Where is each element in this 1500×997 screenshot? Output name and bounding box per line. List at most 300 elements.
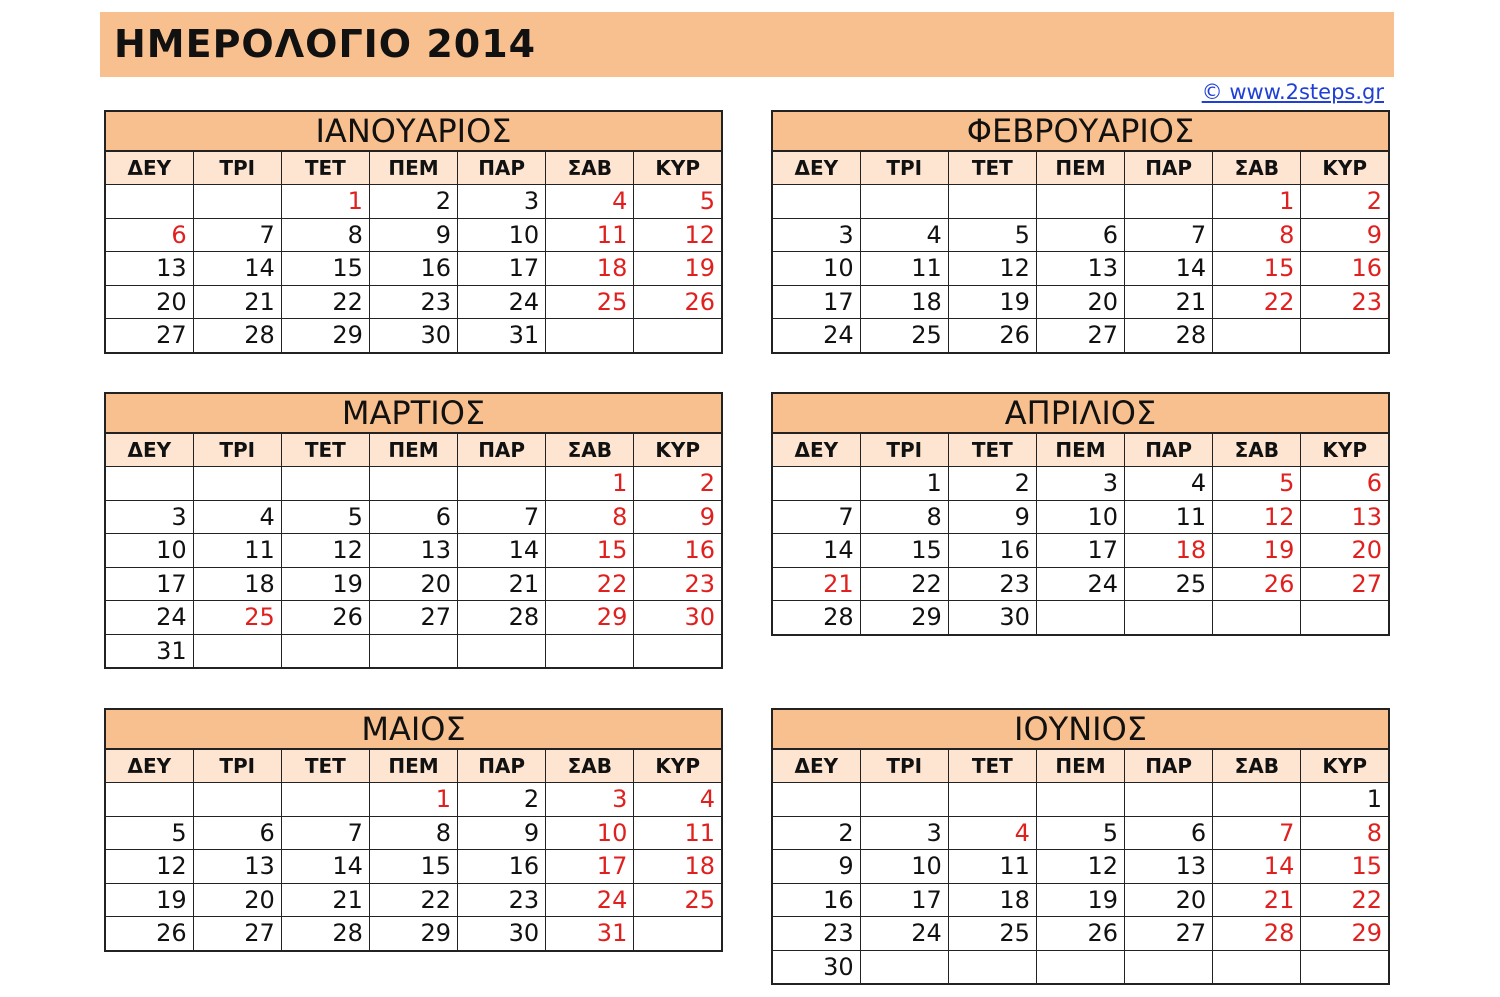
day-cell: 14 [772, 534, 860, 568]
day-cell: 1 [860, 467, 948, 501]
month-table [104, 110, 723, 354]
weekday-header: ΠΑΡ [1125, 749, 1213, 783]
day-cell: 4 [1125, 467, 1213, 501]
day-cell: 31 [458, 319, 546, 353]
week-row [772, 285, 1389, 319]
day-cell: 26 [105, 917, 193, 951]
day-cell: 2 [458, 783, 546, 817]
day-cell: 4 [634, 783, 722, 817]
day-cell: 20 [1301, 534, 1389, 568]
weekday-header: ΣΑΒ [546, 151, 634, 185]
day-cell: 1 [281, 185, 369, 219]
day-cell [1125, 950, 1213, 984]
day-cell: 15 [281, 252, 369, 286]
day-cell [1213, 783, 1301, 817]
week-row [105, 252, 722, 286]
day-cell: 19 [948, 285, 1036, 319]
weekday-header: ΤΡΙ [193, 433, 281, 467]
day-cell: 12 [634, 218, 722, 252]
weekday-header: ΔΕΥ [105, 749, 193, 783]
week-row [772, 534, 1389, 568]
day-cell: 15 [1301, 850, 1389, 884]
week-row [105, 218, 722, 252]
day-cell: 11 [948, 850, 1036, 884]
day-cell: 22 [860, 567, 948, 601]
day-cell: 16 [458, 850, 546, 884]
day-cell [546, 634, 634, 668]
weekday-header: ΠΑΡ [458, 749, 546, 783]
day-cell: 25 [546, 285, 634, 319]
day-cell: 1 [1213, 185, 1301, 219]
day-cell: 27 [193, 917, 281, 951]
day-cell: 31 [546, 917, 634, 951]
day-cell: 11 [546, 218, 634, 252]
day-cell: 27 [1036, 319, 1124, 353]
weekday-header: ΤΡΙ [860, 749, 948, 783]
day-cell: 28 [193, 319, 281, 353]
day-cell: 1 [369, 783, 457, 817]
day-cell [948, 950, 1036, 984]
day-cell: 3 [1036, 467, 1124, 501]
day-cell: 26 [1036, 917, 1124, 951]
month-table [771, 708, 1390, 985]
day-cell: 8 [281, 218, 369, 252]
day-cell: 13 [1301, 500, 1389, 534]
day-cell: 7 [1213, 816, 1301, 850]
day-cell: 26 [634, 285, 722, 319]
day-cell: 13 [369, 534, 457, 568]
day-cell: 24 [458, 285, 546, 319]
day-cell: 13 [1036, 252, 1124, 286]
weekday-header: ΠΕΜ [1036, 151, 1124, 185]
day-cell: 19 [634, 252, 722, 286]
day-cell: 22 [1301, 883, 1389, 917]
day-cell [281, 634, 369, 668]
week-row [772, 601, 1389, 635]
day-cell: 22 [281, 285, 369, 319]
weekday-header: ΤΡΙ [860, 151, 948, 185]
week-row [105, 534, 722, 568]
day-cell [458, 467, 546, 501]
day-cell: 29 [860, 601, 948, 635]
day-cell: 17 [105, 567, 193, 601]
day-cell: 7 [458, 500, 546, 534]
day-cell: 16 [369, 252, 457, 286]
day-cell: 30 [772, 950, 860, 984]
weekday-header: ΠΑΡ [458, 151, 546, 185]
day-cell [634, 917, 722, 951]
weekday-header: ΠΕΜ [369, 433, 457, 467]
day-cell: 29 [1301, 917, 1389, 951]
day-cell [948, 185, 1036, 219]
day-cell [193, 634, 281, 668]
day-cell: 8 [1213, 218, 1301, 252]
day-cell: 8 [546, 500, 634, 534]
day-cell [105, 467, 193, 501]
month-calendar-february [771, 110, 1390, 354]
day-cell: 22 [546, 567, 634, 601]
day-cell: 30 [458, 917, 546, 951]
day-cell [772, 467, 860, 501]
day-cell: 27 [1301, 567, 1389, 601]
day-cell [634, 319, 722, 353]
weekday-header: ΚΥΡ [1301, 749, 1389, 783]
day-cell: 28 [1213, 917, 1301, 951]
day-cell: 6 [369, 500, 457, 534]
day-cell [546, 319, 634, 353]
day-cell: 5 [634, 185, 722, 219]
day-cell: 28 [281, 917, 369, 951]
day-cell: 15 [860, 534, 948, 568]
week-row [105, 850, 722, 884]
weekday-header: ΣΑΒ [1213, 433, 1301, 467]
day-cell [1125, 185, 1213, 219]
day-cell: 12 [948, 252, 1036, 286]
weekday-header: ΔΕΥ [105, 433, 193, 467]
day-cell: 16 [634, 534, 722, 568]
day-cell: 9 [634, 500, 722, 534]
week-row [772, 567, 1389, 601]
day-cell: 5 [948, 218, 1036, 252]
day-cell: 6 [1301, 467, 1389, 501]
day-cell: 13 [1125, 850, 1213, 884]
week-row [105, 285, 722, 319]
day-cell: 28 [458, 601, 546, 635]
weekday-header: ΤΕΤ [948, 749, 1036, 783]
day-cell: 14 [281, 850, 369, 884]
day-cell [1301, 950, 1389, 984]
day-cell [1301, 319, 1389, 353]
week-row [105, 816, 722, 850]
day-cell: 15 [369, 850, 457, 884]
day-cell: 5 [105, 816, 193, 850]
day-cell [281, 783, 369, 817]
day-cell [369, 467, 457, 501]
week-row [105, 319, 722, 353]
day-cell: 11 [634, 816, 722, 850]
day-cell: 18 [193, 567, 281, 601]
day-cell: 3 [458, 185, 546, 219]
day-cell: 23 [948, 567, 1036, 601]
day-cell: 5 [281, 500, 369, 534]
day-cell [1213, 319, 1301, 353]
weekday-header: ΤΕΤ [281, 433, 369, 467]
day-cell: 26 [1213, 567, 1301, 601]
day-cell [105, 783, 193, 817]
day-cell: 24 [105, 601, 193, 635]
day-cell: 21 [1125, 285, 1213, 319]
day-cell: 16 [772, 883, 860, 917]
day-cell: 25 [193, 601, 281, 635]
day-cell: 7 [281, 816, 369, 850]
day-cell: 5 [1036, 816, 1124, 850]
month-table [771, 110, 1390, 354]
page-title: ΗΜΕΡΟΛΟΓΙΟ 2014 [114, 22, 537, 66]
week-row [105, 883, 722, 917]
weekday-header: ΣΑΒ [546, 433, 634, 467]
weekday-header: ΣΑΒ [1213, 749, 1301, 783]
week-row [772, 252, 1389, 286]
day-cell [193, 467, 281, 501]
day-cell: 15 [546, 534, 634, 568]
day-cell [369, 634, 457, 668]
day-cell: 25 [860, 319, 948, 353]
day-cell: 16 [948, 534, 1036, 568]
day-cell: 21 [193, 285, 281, 319]
day-cell: 10 [772, 252, 860, 286]
week-row [772, 917, 1389, 951]
day-cell: 30 [369, 319, 457, 353]
day-cell: 24 [860, 917, 948, 951]
day-cell: 19 [1036, 883, 1124, 917]
day-cell [860, 185, 948, 219]
day-cell [1036, 601, 1124, 635]
day-cell: 17 [860, 883, 948, 917]
day-cell: 3 [105, 500, 193, 534]
day-cell: 30 [948, 601, 1036, 635]
day-cell: 3 [860, 816, 948, 850]
day-cell: 6 [105, 218, 193, 252]
week-row [105, 500, 722, 534]
month-name: ΙΑΝΟΥΑΡΙΟΣ [105, 111, 722, 151]
weekday-header: ΤΕΤ [948, 151, 1036, 185]
weekday-header: ΠΑΡ [1125, 433, 1213, 467]
day-cell [281, 467, 369, 501]
title-bar [100, 12, 1394, 77]
weekday-header: ΠΕΜ [369, 749, 457, 783]
day-cell: 22 [1213, 285, 1301, 319]
day-cell [634, 634, 722, 668]
day-cell: 29 [281, 319, 369, 353]
month-calendar-april [771, 392, 1390, 636]
day-cell: 4 [546, 185, 634, 219]
weekday-header: ΣΑΒ [1213, 151, 1301, 185]
weekday-header: ΠΕΜ [1036, 433, 1124, 467]
week-row [772, 218, 1389, 252]
week-row [772, 185, 1389, 219]
day-cell: 17 [1036, 534, 1124, 568]
day-cell: 4 [193, 500, 281, 534]
day-cell: 23 [634, 567, 722, 601]
day-cell: 2 [634, 467, 722, 501]
day-cell: 4 [948, 816, 1036, 850]
week-row [105, 601, 722, 635]
day-cell: 2 [948, 467, 1036, 501]
day-cell: 25 [1125, 567, 1213, 601]
day-cell [860, 783, 948, 817]
day-cell [772, 783, 860, 817]
day-cell: 8 [369, 816, 457, 850]
day-cell: 11 [1125, 500, 1213, 534]
day-cell: 14 [193, 252, 281, 286]
weekday-header: ΤΕΤ [281, 151, 369, 185]
day-cell: 7 [1125, 218, 1213, 252]
day-cell: 19 [1213, 534, 1301, 568]
day-cell: 24 [1036, 567, 1124, 601]
day-cell: 8 [860, 500, 948, 534]
day-cell: 9 [1301, 218, 1389, 252]
weekday-header: ΤΕΤ [948, 433, 1036, 467]
day-cell: 10 [546, 816, 634, 850]
day-cell: 21 [281, 883, 369, 917]
day-cell [1125, 783, 1213, 817]
day-cell: 27 [1125, 917, 1213, 951]
day-cell: 7 [772, 500, 860, 534]
week-row [105, 634, 722, 668]
weekday-header: ΤΡΙ [860, 433, 948, 467]
day-cell: 27 [105, 319, 193, 353]
day-cell: 3 [546, 783, 634, 817]
month-calendar-may [104, 708, 723, 952]
day-cell: 23 [369, 285, 457, 319]
day-cell [1036, 950, 1124, 984]
day-cell: 24 [772, 319, 860, 353]
day-cell: 18 [860, 285, 948, 319]
day-cell: 12 [1213, 500, 1301, 534]
weekday-header: ΔΕΥ [772, 433, 860, 467]
day-cell: 9 [369, 218, 457, 252]
day-cell: 9 [772, 850, 860, 884]
day-cell: 17 [546, 850, 634, 884]
week-row [105, 185, 722, 219]
week-row [105, 783, 722, 817]
day-cell: 28 [1125, 319, 1213, 353]
day-cell: 18 [948, 883, 1036, 917]
weekday-header: ΚΥΡ [634, 749, 722, 783]
credit-link[interactable]: © www.2steps.gr [1201, 80, 1384, 104]
day-cell: 20 [1125, 883, 1213, 917]
day-cell: 13 [193, 850, 281, 884]
day-cell: 17 [772, 285, 860, 319]
weekday-header: ΤΡΙ [193, 749, 281, 783]
day-cell [1301, 601, 1389, 635]
day-cell: 14 [458, 534, 546, 568]
day-cell: 10 [860, 850, 948, 884]
day-cell: 27 [369, 601, 457, 635]
week-row [105, 467, 722, 501]
month-table [104, 392, 723, 669]
month-calendar-march [104, 392, 723, 669]
month-table [771, 392, 1390, 636]
day-cell: 11 [860, 252, 948, 286]
day-cell: 29 [369, 917, 457, 951]
month-name: ΙΟΥΝΙΟΣ [772, 709, 1389, 749]
day-cell: 29 [546, 601, 634, 635]
weekday-header: ΠΕΜ [1036, 749, 1124, 783]
day-cell: 20 [1036, 285, 1124, 319]
day-cell: 20 [105, 285, 193, 319]
month-name: ΜΑΡΤΙΟΣ [105, 393, 722, 433]
day-cell: 18 [634, 850, 722, 884]
day-cell: 26 [281, 601, 369, 635]
month-name: ΑΠΡΙΛΙΟΣ [772, 393, 1389, 433]
day-cell: 21 [772, 567, 860, 601]
weekday-header: ΠΕΜ [369, 151, 457, 185]
week-row [772, 850, 1389, 884]
day-cell: 25 [948, 917, 1036, 951]
day-cell: 19 [105, 883, 193, 917]
day-cell [105, 185, 193, 219]
day-cell: 9 [458, 816, 546, 850]
day-cell: 9 [948, 500, 1036, 534]
week-row [772, 319, 1389, 353]
day-cell: 12 [281, 534, 369, 568]
weekday-header: ΚΥΡ [634, 433, 722, 467]
day-cell: 10 [1036, 500, 1124, 534]
day-cell: 14 [1213, 850, 1301, 884]
day-cell: 20 [193, 883, 281, 917]
weekday-header: ΠΑΡ [458, 433, 546, 467]
day-cell: 1 [1301, 783, 1389, 817]
weekday-header: ΚΥΡ [634, 151, 722, 185]
week-row [105, 567, 722, 601]
week-row [772, 883, 1389, 917]
day-cell: 25 [634, 883, 722, 917]
day-cell [860, 950, 948, 984]
day-cell: 1 [546, 467, 634, 501]
day-cell: 5 [1213, 467, 1301, 501]
weekday-header: ΤΡΙ [193, 151, 281, 185]
day-cell: 6 [1125, 816, 1213, 850]
day-cell: 16 [1301, 252, 1389, 286]
day-cell: 23 [1301, 285, 1389, 319]
day-cell: 23 [458, 883, 546, 917]
day-cell: 8 [1301, 816, 1389, 850]
day-cell: 11 [193, 534, 281, 568]
day-cell: 24 [546, 883, 634, 917]
day-cell [1036, 185, 1124, 219]
day-cell: 6 [193, 816, 281, 850]
day-cell: 21 [1213, 883, 1301, 917]
weekday-header: ΠΑΡ [1125, 151, 1213, 185]
day-cell: 2 [772, 816, 860, 850]
day-cell: 18 [1125, 534, 1213, 568]
weekday-header: ΚΥΡ [1301, 433, 1389, 467]
day-cell: 30 [634, 601, 722, 635]
day-cell: 7 [193, 218, 281, 252]
weekday-header: ΔΕΥ [772, 749, 860, 783]
month-calendar-january [104, 110, 723, 354]
day-cell: 20 [369, 567, 457, 601]
week-row [772, 816, 1389, 850]
week-row [105, 917, 722, 951]
day-cell: 15 [1213, 252, 1301, 286]
day-cell: 2 [1301, 185, 1389, 219]
month-name: ΦΕΒΡΟΥΑΡΙΟΣ [772, 111, 1389, 151]
weekday-header: ΔΕΥ [105, 151, 193, 185]
day-cell [1125, 601, 1213, 635]
day-cell [772, 185, 860, 219]
day-cell: 3 [772, 218, 860, 252]
day-cell: 23 [772, 917, 860, 951]
day-cell [1036, 783, 1124, 817]
month-name: ΜΑΙΟΣ [105, 709, 722, 749]
day-cell [193, 185, 281, 219]
day-cell: 12 [105, 850, 193, 884]
day-cell: 28 [772, 601, 860, 635]
day-cell: 31 [105, 634, 193, 668]
day-cell: 13 [105, 252, 193, 286]
day-cell: 14 [1125, 252, 1213, 286]
week-row [772, 783, 1389, 817]
week-row [772, 467, 1389, 501]
week-row [772, 500, 1389, 534]
month-calendar-june [771, 708, 1390, 985]
day-cell [458, 634, 546, 668]
weekday-header: ΚΥΡ [1301, 151, 1389, 185]
day-cell: 2 [369, 185, 457, 219]
day-cell [1213, 601, 1301, 635]
